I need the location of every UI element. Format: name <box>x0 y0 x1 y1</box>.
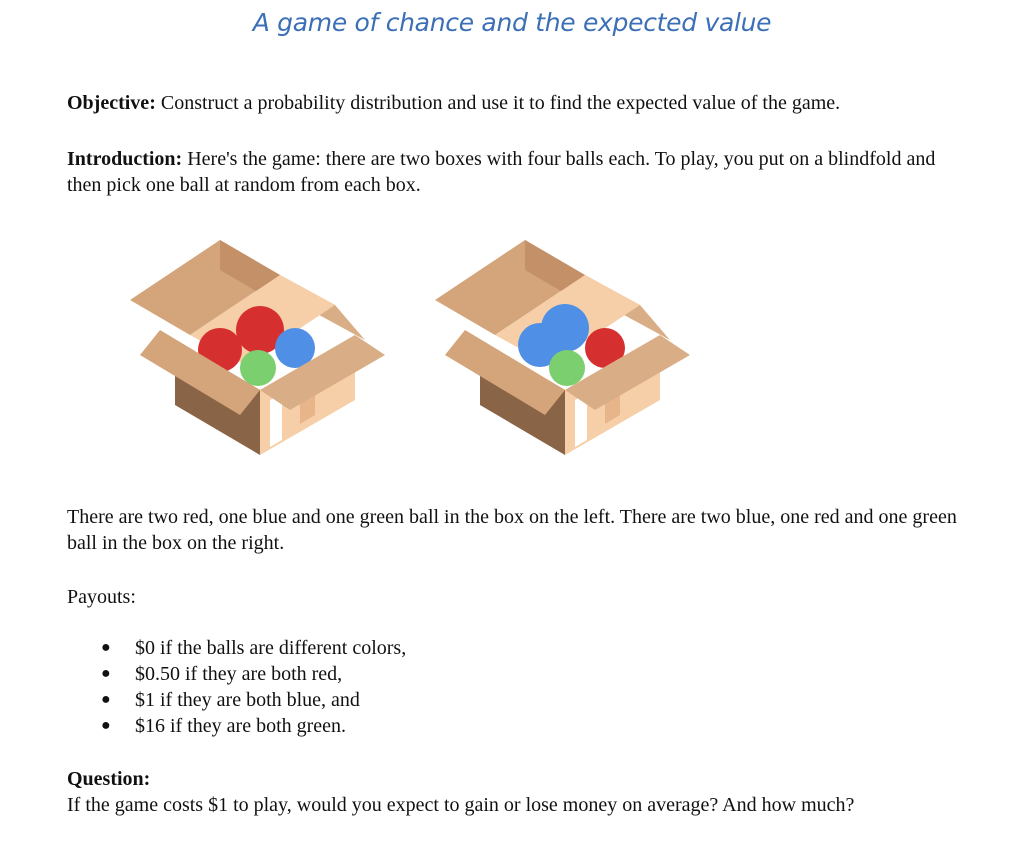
list-item <box>67 661 406 687</box>
payout-text: $16 if they are both green. <box>135 715 347 737</box>
bullet-icon: ● <box>101 639 111 656</box>
list-item <box>67 635 406 661</box>
ball-boxes-illustration <box>120 230 680 460</box>
page-title: A game of chance and the expected value <box>252 8 772 37</box>
payouts-label: Payouts: <box>67 586 136 608</box>
question-text: If the game costs $1 to play, would you expect to gain or lose money on average? And how much? <box>67 794 855 816</box>
introduction-label: Introduction: <box>67 148 183 170</box>
left-box-image <box>120 230 400 460</box>
right-box-image <box>425 230 705 460</box>
introduction-paragraph <box>67 146 967 198</box>
payout-text: $0.50 if they are both red, <box>135 663 343 685</box>
objective-paragraph <box>67 90 967 116</box>
payout-text: $1 if they are both blue, and <box>135 689 360 711</box>
payouts-list <box>67 635 406 739</box>
objective-text: Construct a probability distribution and use it to find the expected value of the game. <box>155 92 841 114</box>
bullet-icon: ● <box>101 691 111 708</box>
question-label: Question: <box>67 768 151 790</box>
payout-text: $0 if the balls are different colors, <box>135 637 407 659</box>
introduction-text: Here's the game: there are two boxes with four balls each. To play, you put on a blindfold and then pick one ball at random from each box. <box>67 148 936 196</box>
objective-label: Objective: <box>67 92 156 114</box>
bullet-icon: ● <box>101 665 111 682</box>
question-section <box>67 766 967 818</box>
list-item <box>67 687 406 713</box>
description-paragraph: There are two red, one blue and one green ball in the box on the left. There are two blue, one red and one green ball in the box on the right. <box>67 506 957 554</box>
list-item <box>67 713 406 739</box>
bullet-icon: ● <box>101 717 111 734</box>
